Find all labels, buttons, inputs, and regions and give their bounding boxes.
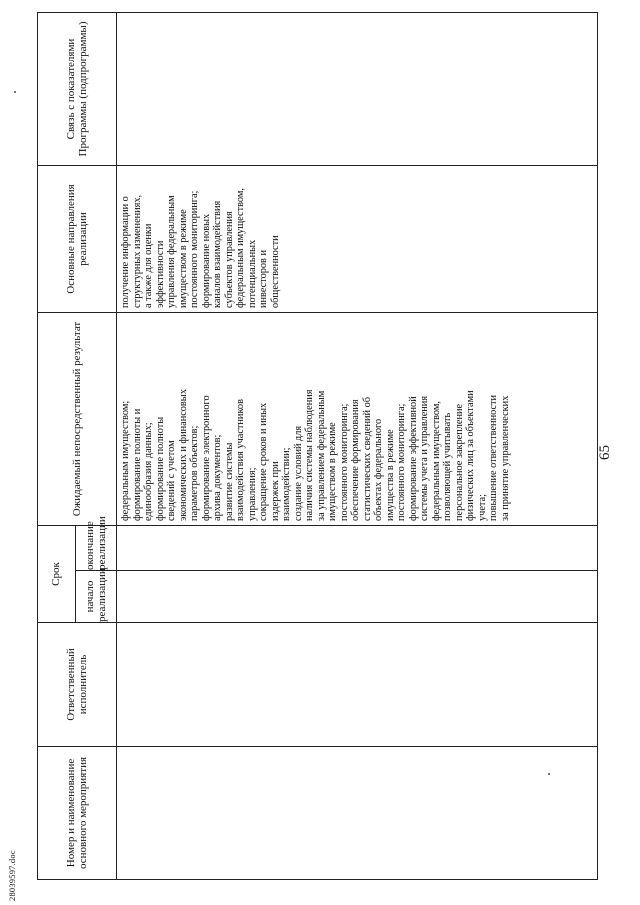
cell-measure <box>117 747 598 880</box>
expected-result-text: федеральным имуществом; формирование полноты и единообразия данных; формирование полноты сведений с учетом экономических и финансовых параметров объектов; формирование электронного архива документов; развитие системы взаимодействия участников управления; сокращение сроков и иных издержек при взаимодействии; создание условий для наличия системы наблюдения за управлением федеральным имуществом в режиме постоянного мониторинга; обеспечение формирования статистических сведений об объектах федерального имущества в режиме постоянного мониторинга; формирование эффективной системы учета и управления федеральным имуществом, позволяющей учитывать персональное закрепление физических лиц за объектами учета; повышение ответственности за принятие управленческих <box>120 389 511 521</box>
cell-expected-result <box>117 313 598 526</box>
header-term-start: начало реализации <box>76 571 117 623</box>
main-directions-text: получение информации о структурных изменениях, а также для оценки эффективности управления федеральным имуществом в режиме постоянного мониторинга; формирование новых каналов взаимодействия субъектов управления федеральным имуществом, потенциальных инвесторов и общественности <box>120 188 281 308</box>
header-term-end: окончание реализации <box>76 526 117 571</box>
header-measure-number-name: Номер и наименование основного мероприятия <box>38 747 117 880</box>
page-number: 65 <box>597 445 613 460</box>
scan-speck <box>14 91 16 93</box>
cell-main-directions <box>117 166 598 313</box>
cell-term-start <box>117 571 598 623</box>
cell-indicators-link <box>117 13 598 166</box>
document-id: 28039597.doc <box>7 850 17 901</box>
table-row <box>117 13 598 880</box>
header-main-directions: Основные направления реализации <box>38 166 117 313</box>
cell-term-end <box>117 526 598 571</box>
header-term: Срок <box>38 526 76 623</box>
cell-executor <box>117 623 598 747</box>
header-responsible-executor: Ответственный исполнитель <box>38 623 117 747</box>
program-measures-table <box>37 12 598 880</box>
header-program-indicators-link: Связь с показателями Программы (подпрограммы) <box>38 13 117 166</box>
header-expected-result: Ожидаемый непосредственный результат <box>38 313 117 526</box>
